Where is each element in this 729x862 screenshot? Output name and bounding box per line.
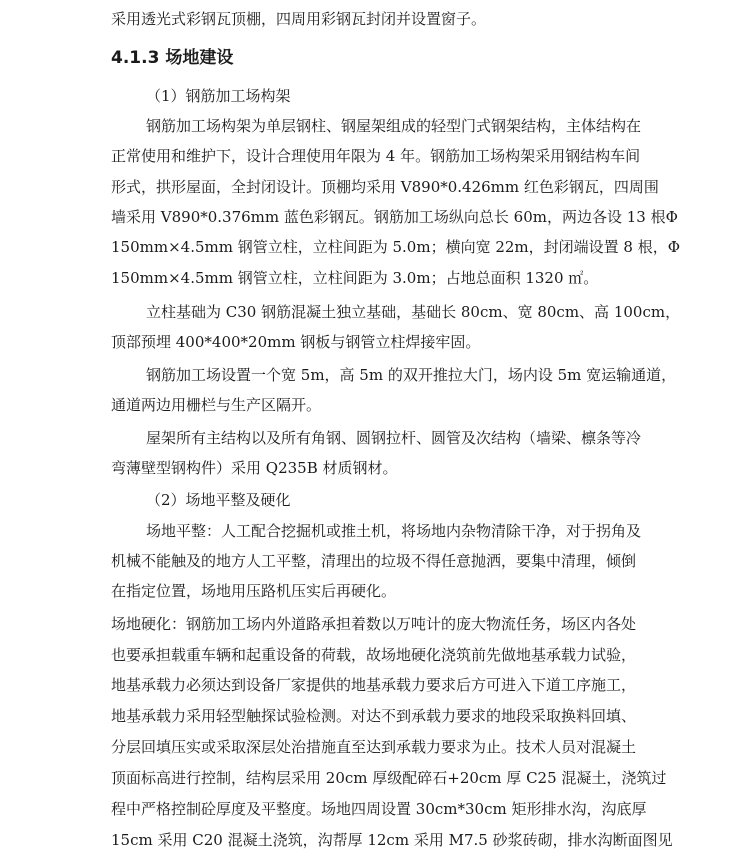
text-line: 也要承担载重车辆和起重设备的荷载，故场地硬化浇筑前先做地基承载力试验，: [111, 646, 637, 664]
text-line: 弯薄壁型钢构件）采用 Q235B 材质钢材。: [111, 459, 398, 477]
text-line: 150mm×4.5mm 钢管立柱，立柱间距为 3.0m；占地总面积 1320 ㎡。: [111, 269, 599, 287]
text-line: 分层回填压实或采取深层处治措施直至达到承载力要求为止。技术人员对混凝土: [111, 738, 637, 756]
text-line: 屋架所有主结构以及所有角钢、圆钢拉杆、圆管及次结构（墙梁、檩条等冷: [146, 429, 642, 447]
text-line: 150mm×4.5mm 钢管立柱，立柱间距为 5.0m；横向宽 22m，封闭端设置 8 根，Φ: [111, 238, 681, 256]
text-line: 机械不能触及的地方人工平整，清理出的垃圾不得任意抛洒，要集中清理，倾倒: [111, 552, 637, 570]
text-line: 正常使用和维护下，设计合理使用年限为 4 年。钢筋加工场构架采用钢结构车间: [111, 147, 641, 165]
text-line: 场地平整：人工配合挖掘机或推土机，将场地内杂物清除干净，对于拐角及: [146, 522, 642, 540]
text-line: 15cm 采用 C20 混凝土浇筑，沟帮厚 12cm 采用 M7.5 砂浆砖砌，排水沟断面图见: [111, 831, 673, 849]
text-line: 在指定位置，场地用压路机压实后再硬化。: [111, 582, 397, 600]
text-line: 顶面标高进行控制，结构层采用 20cm 厚级配碎石+20cm 厚 C25 混凝土，浇筑过: [111, 769, 667, 787]
text-line: 通道两边用栅栏与生产区隔开。: [111, 396, 322, 414]
text-line: 场地硬化：钢筋加工场内外道路承担着数以万吨计的庞大物流任务，场区内各处: [111, 615, 637, 633]
text-line: 钢筋加工场设置一个宽 5m，高 5m 的双开推拉大门，场内设 5m 宽运输通道，: [146, 366, 677, 384]
text-line: 形式，拱形屋面，全封闭设计。顶棚均采用 V890*0.426mm 红色彩钢瓦，四周围: [111, 178, 659, 196]
section-heading: 4.1.3 场地建设: [111, 48, 234, 68]
text-line: 立柱基础为 C30 钢筋混凝土独立基础，基础长 80cm、宽 80cm、高 100cm，: [146, 303, 681, 321]
text-line: 钢筋加工场构架为单层钢柱、钢屋架组成的轻型门式钢架结构，主体结构在: [146, 117, 642, 135]
text-line: 程中严格控制砼厚度及平整度。场地四周设置 30cm*30cm 矩形排水沟，沟底厚: [111, 800, 647, 818]
text-line: 顶部预埋 400*400*20mm 钢板与钢管立柱焊接牢固。: [111, 333, 481, 351]
text-line: 地基承载力采用轻型触探试验检测。对达不到承载力要求的地段采取换料回填、: [111, 707, 637, 725]
text-line: 墙采用 V890*0.376mm 蓝色彩钢瓦。钢筋加工场纵向总长 60m，两边各设 13 根Φ: [111, 208, 678, 226]
subsection-heading: （2）场地平整及硬化: [146, 491, 291, 509]
text-line: 采用透光式彩钢瓦顶棚，四周用彩钢瓦封闭并设置窗子。: [111, 10, 487, 28]
subsection-heading: （1）钢筋加工场构架: [146, 87, 291, 105]
text-line: 地基承载力必须达到设备厂家提供的地基承载力要求后方可进入下道工序施工，: [111, 676, 637, 694]
